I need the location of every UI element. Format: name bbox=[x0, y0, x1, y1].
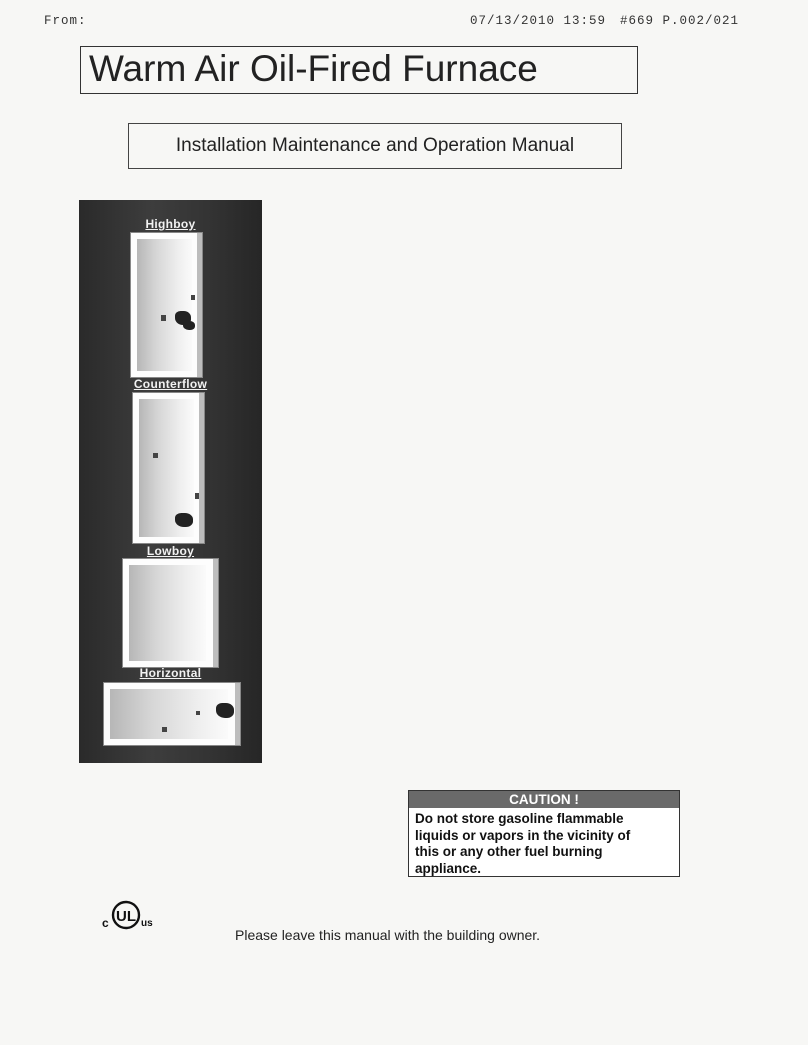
subtitle-box bbox=[128, 123, 622, 169]
furnace-models-panel bbox=[79, 200, 262, 763]
title-box bbox=[80, 46, 638, 94]
model-label-counterflow: Counterflow bbox=[133, 377, 208, 391]
highboy-furnace-image bbox=[130, 232, 203, 378]
ul-mark-us: us bbox=[141, 918, 153, 929]
document-title: Warm Air Oil-Fired Furnace bbox=[89, 48, 538, 89]
footer-note: Please leave this manual with the building owner. bbox=[235, 927, 541, 943]
fax-datetime: 07/13/2010 13:59 bbox=[470, 14, 607, 28]
caution-line: this or any other fuel burning bbox=[415, 844, 603, 859]
ul-mark-letters: UL bbox=[116, 908, 136, 925]
fax-page-info: #669 P.002/021 bbox=[620, 14, 740, 28]
caution-line: appliance. bbox=[415, 860, 482, 876]
ul-certification-mark-icon bbox=[96, 896, 160, 936]
caution-text bbox=[415, 811, 677, 877]
caution-heading: CAUTION ! bbox=[409, 791, 679, 808]
caution-box bbox=[408, 790, 680, 877]
document-subtitle: Installation Maintenance and Operation Manual bbox=[175, 135, 575, 156]
ul-mark-c: c bbox=[102, 916, 109, 930]
caution-line: liquids or vapors in the vicinity of bbox=[415, 827, 631, 843]
model-label-horizontal: Horizontal bbox=[139, 666, 202, 680]
counterflow-furnace-image bbox=[132, 392, 205, 544]
lowboy-furnace-image bbox=[122, 558, 219, 668]
model-label-highboy: Highboy bbox=[145, 217, 196, 231]
fax-header bbox=[0, 14, 808, 34]
caution-line: Do not store gasoline flammable bbox=[415, 811, 624, 826]
model-label-lowboy: Lowboy bbox=[146, 544, 195, 558]
fax-from-label: From: bbox=[44, 14, 87, 28]
horizontal-furnace-image bbox=[103, 682, 241, 746]
